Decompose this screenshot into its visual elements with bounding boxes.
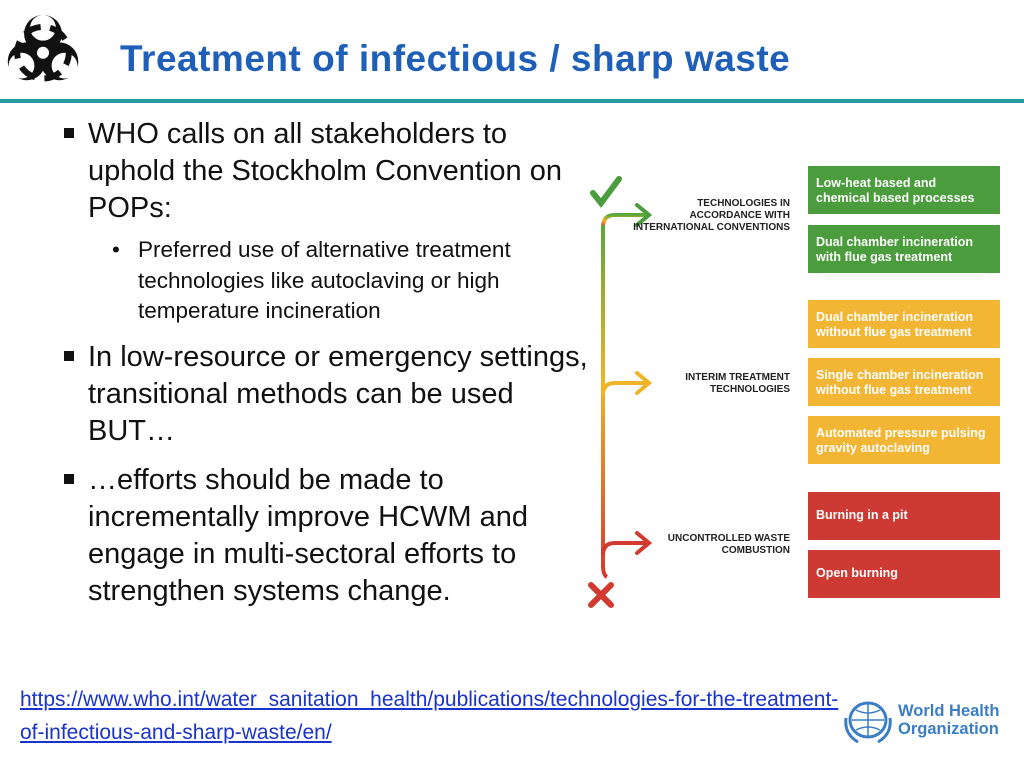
square-bullet-icon — [64, 351, 74, 361]
bullet-text: …efforts should be made to incrementally improve HCWM and engage in multi-sectoral efforts to strengthen systems change. — [88, 463, 528, 607]
tech-box: Low-heat based and chemical based processes — [808, 166, 1000, 214]
title-divider — [0, 99, 1024, 103]
bullet-text: WHO calls on all stakeholders to uphold the Stockholm Convention on POPs: — [88, 118, 562, 224]
bullet-item — [62, 462, 548, 610]
page-title: Treatment of infectious / sharp waste — [120, 38, 791, 79]
square-bullet-icon — [64, 128, 74, 138]
sub-bullet-item — [112, 235, 592, 327]
source-link[interactable]: https://www.who.int/water_sanitation_health/publications/technologies-for-the-treatment-of-infectious-and-sharp-waste/en/ — [20, 688, 839, 744]
tech-box: Dual chamber incineration with flue gas treatment — [808, 225, 1000, 273]
bullet-item — [62, 339, 592, 450]
square-bullet-icon — [64, 474, 74, 484]
sub-bullet-text: Preferred use of alternative treatment technologies like autoclaving or high temperature incineration — [138, 237, 511, 323]
bullet-text: In low-resource or emergency settings, transitional methods can be used BUT… — [88, 340, 588, 447]
biohazard-icon — [0, 8, 86, 94]
check-icon — [593, 179, 619, 203]
logo-line2: Organization — [898, 720, 999, 738]
group-label-interim: INTERIM TREATMENT TECHNOLOGIES — [685, 372, 790, 395]
bullet-item — [62, 116, 592, 227]
group-label-uncontrolled: UNCONTROLLED WASTE COMBUSTION — [667, 533, 790, 556]
tech-box: Automated pressure pulsing gravity autoclaving — [808, 416, 1000, 464]
logo-line1: World Health — [898, 702, 1000, 720]
bullet-list — [62, 116, 592, 618]
who-logo-text — [898, 702, 999, 738]
tech-box: Open burning — [808, 550, 1000, 598]
who-emblem-icon — [842, 698, 894, 746]
group-label-international: TECHNOLOGIES IN ACCORDANCE WITH INTERNATIONAL CONVENTIONS — [633, 198, 790, 233]
tech-box: Burning in a pit — [808, 492, 1000, 540]
tech-box: Single chamber incineration without flue gas treatment — [808, 358, 1000, 406]
tech-box: Dual chamber incineration without flue gas treatment — [808, 300, 1000, 348]
dot-bullet-icon: • — [112, 237, 120, 262]
x-mark-icon — [591, 585, 611, 605]
